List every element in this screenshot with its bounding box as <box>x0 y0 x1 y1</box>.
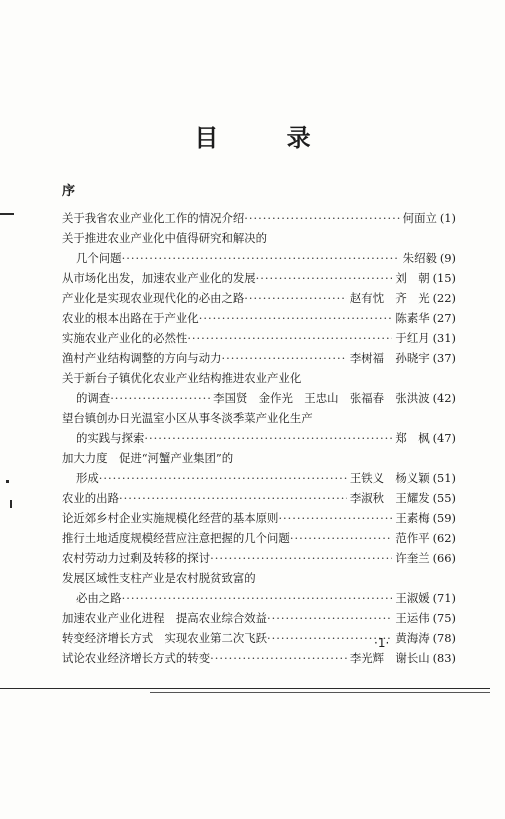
dot-leader <box>144 428 392 448</box>
dot-leader <box>99 468 347 488</box>
toc-entry-title: 农村劳动力过剩及转移的探讨 <box>62 551 211 565</box>
toc-entry-authors: 许奎兰 <box>395 551 430 565</box>
toc-entry-page: (55) <box>432 491 456 505</box>
dot-leader <box>122 248 400 268</box>
toc-entry-title: 关于推进农业产业化中值得研究和解决的 <box>62 231 268 245</box>
toc-entry-page: (47) <box>432 431 456 445</box>
toc-entry-authors: 李国贤 金作光 王忠山 张福春 张洪波 <box>213 391 430 405</box>
toc-entry-page: (9) <box>439 251 456 265</box>
preface-heading: 序 <box>62 184 76 199</box>
dot-leader <box>278 508 392 528</box>
toc-entry-title: 论近郊乡村企业实施规模化经营的基本原则 <box>62 511 279 525</box>
toc-entry-title: 加速农业产业化进程 提高农业综合效益 <box>62 611 268 625</box>
toc-entry-title: 加大力度 促进“河蟹产业集团”的 <box>62 451 234 465</box>
dot-leader <box>187 328 392 348</box>
toc-entry-title: 的实践与探索 <box>76 431 145 445</box>
toc-entry-title: 必由之路 <box>76 591 122 605</box>
toc-entry <box>62 428 456 448</box>
toc-entry <box>62 568 456 588</box>
toc-entry <box>62 268 456 288</box>
dot-leader <box>122 588 393 608</box>
toc-entry <box>62 288 456 308</box>
toc-entry-page: (71) <box>432 591 456 605</box>
toc-entry-page: (27) <box>432 311 456 325</box>
toc-entry-authors: 王素梅 <box>395 511 430 525</box>
dot-leader <box>267 608 392 628</box>
toc-entry-page: (62) <box>432 531 456 545</box>
scan-mark <box>0 213 14 215</box>
toc-entry <box>62 628 456 648</box>
toc-entry-page: (22) <box>432 291 456 305</box>
toc-entry-title: 关于新台子镇优化农业产业结构推进农业产业化 <box>62 371 302 385</box>
toc-entry-title: 望台镇创办日光温室小区从事冬淡季菜产业化生产 <box>62 411 313 425</box>
toc-entry-authors: 刘 朝 <box>395 271 430 285</box>
toc-entry-authors: 王铁义 杨义颖 <box>349 471 430 485</box>
toc-entry-authors: 郑 枫 <box>395 431 430 445</box>
toc-entry <box>62 308 456 328</box>
toc-entry-page: (59) <box>432 511 456 525</box>
toc-entry-authors: 何面立 <box>402 211 437 225</box>
toc-entry-title: 推行土地适度规模经营应注意把握的几个问题 <box>62 531 290 545</box>
toc-entry-title: 关于我省农业产业化工作的情况介绍 <box>62 211 245 225</box>
toc-entry <box>62 208 456 228</box>
toc-entry-page: (78) <box>432 631 456 645</box>
toc-entry-title: 农业的出路 <box>62 491 119 505</box>
toc-entry <box>62 468 456 488</box>
toc-entry <box>62 588 456 608</box>
toc-entry <box>62 228 456 248</box>
toc-entry <box>62 248 456 268</box>
toc-entry-authors: 于红月 <box>395 331 430 345</box>
dot-leader <box>290 528 393 548</box>
toc-entry-title: 渔村产业结构调整的方向与动力 <box>62 351 222 365</box>
bottom-rule-secondary <box>150 692 490 693</box>
toc-entry-title: 试论农业经济增长方式的转变 <box>62 651 211 665</box>
scan-mark <box>6 480 9 483</box>
scan-mark <box>10 500 12 508</box>
toc-entry-authors: 陈素华 <box>395 311 430 325</box>
table-of-contents <box>62 208 456 668</box>
toc-entry-authors: 王运伟 <box>395 611 430 625</box>
page-number: ·1· <box>374 636 390 650</box>
toc-entry-page: (15) <box>432 271 456 285</box>
toc-entry <box>62 548 456 568</box>
dot-leader <box>210 648 347 668</box>
toc-entry <box>62 508 456 528</box>
toc-entry-authors: 李树福 孙晓宇 <box>349 351 430 365</box>
toc-entry <box>62 528 456 548</box>
dot-leader <box>244 208 399 228</box>
toc-entry <box>62 348 456 368</box>
toc-entry <box>62 328 456 348</box>
dot-leader <box>119 488 347 508</box>
toc-entry <box>62 368 456 388</box>
toc-entry-page: (31) <box>432 331 456 345</box>
dot-leader <box>221 348 346 368</box>
toc-entry-authors: 王淑媛 <box>395 591 430 605</box>
dot-leader <box>210 548 392 568</box>
toc-entry-page: (42) <box>432 391 456 405</box>
toc-entry <box>62 648 456 668</box>
toc-entry-title: 的调查 <box>76 391 111 405</box>
toc-entry-title: 发展区域性支柱产业是农村脱贫致富的 <box>62 571 256 585</box>
bottom-rule <box>0 688 490 689</box>
toc-entry <box>62 408 456 428</box>
toc-entry-authors: 李光辉 谢长山 <box>349 651 430 665</box>
toc-entry-title: 农业的根本出路在于产业化 <box>62 311 199 325</box>
toc-entry-page: (66) <box>432 551 456 565</box>
toc-entry-title: 实施农业产业化的必然性 <box>62 331 188 345</box>
page-title: 目 录 <box>194 124 341 152</box>
toc-entry-page: (37) <box>432 351 456 365</box>
toc-entry-page: (51) <box>432 471 456 485</box>
toc-entry-authors: 朱绍毅 <box>402 251 437 265</box>
toc-entry-page: (75) <box>432 611 456 625</box>
toc-entry-title: 从市场化出发，加速农业产业化的发展 <box>62 271 256 285</box>
dot-leader <box>199 308 393 328</box>
toc-entry-authors: 范作平 <box>395 531 430 545</box>
toc-entry-authors: 赵有忱 齐 光 <box>349 291 430 305</box>
toc-entry-page: (1) <box>439 211 456 225</box>
dot-leader <box>256 268 393 288</box>
toc-entry-title: 形成 <box>76 471 99 485</box>
dot-leader <box>244 288 347 308</box>
toc-entry-authors: 黄海涛 <box>395 631 430 645</box>
toc-entry <box>62 488 456 508</box>
toc-entry-authors: 李淑秋 王耀发 <box>349 491 430 505</box>
dot-leader <box>110 388 210 408</box>
toc-entry-title: 产业化是实现农业现代化的必由之路 <box>62 291 245 305</box>
toc-entry-title: 几个问题 <box>76 251 122 265</box>
toc-entry <box>62 608 456 628</box>
toc-entry-page: (83) <box>432 651 456 665</box>
toc-entry <box>62 388 456 408</box>
toc-entry <box>62 448 456 468</box>
toc-entry-title: 转变经济增长方式 实现农业第二次飞跃 <box>62 631 268 645</box>
